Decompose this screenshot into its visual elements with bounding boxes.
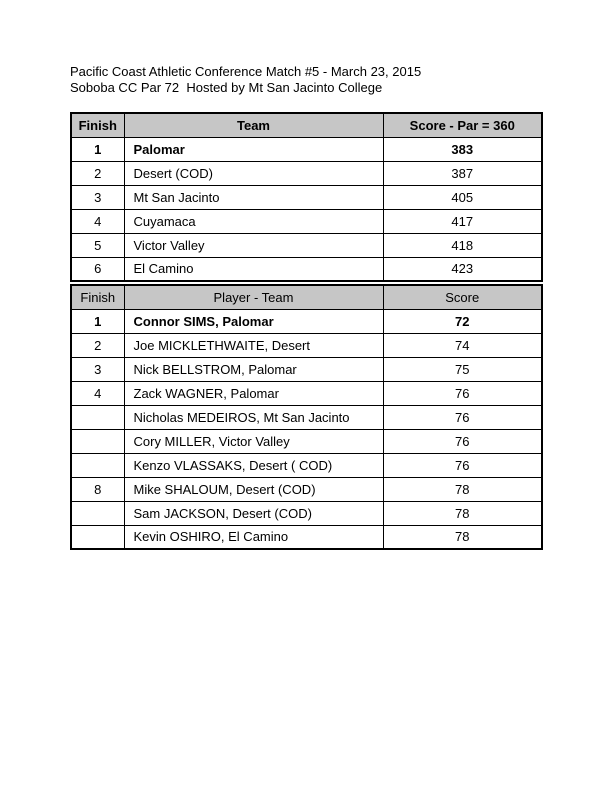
finish-cell: 6	[71, 257, 124, 281]
document-content	[70, 64, 541, 550]
player-table-header-row	[71, 285, 542, 309]
score-cell: 72	[383, 309, 542, 333]
team-cell: Desert (COD)	[124, 161, 383, 185]
finish-cell: 5	[71, 233, 124, 257]
score-cell: 405	[383, 185, 542, 209]
player-cell: Kenzo VLASSAKS, Desert ( COD)	[124, 453, 383, 477]
score-cell: 78	[383, 477, 542, 501]
team-header-team: Team	[124, 113, 383, 137]
finish-cell	[71, 405, 124, 429]
team-table-header-row	[71, 113, 542, 137]
finish-cell: 2	[71, 161, 124, 185]
score-cell: 383	[383, 137, 542, 161]
table-row	[71, 525, 542, 549]
player-cell: Connor SIMS, Palomar	[124, 309, 383, 333]
finish-cell: 2	[71, 333, 124, 357]
table-row	[71, 233, 542, 257]
team-cell: Mt San Jacinto	[124, 185, 383, 209]
score-cell: 418	[383, 233, 542, 257]
finish-cell	[71, 429, 124, 453]
score-cell: 76	[383, 405, 542, 429]
finish-cell: 1	[71, 309, 124, 333]
score-cell: 417	[383, 209, 542, 233]
table-row	[71, 429, 542, 453]
player-cell: Cory MILLER, Victor Valley	[124, 429, 383, 453]
score-cell: 74	[383, 333, 542, 357]
score-cell: 76	[383, 381, 542, 405]
finish-cell: 4	[71, 209, 124, 233]
team-cell: Cuyamaca	[124, 209, 383, 233]
player-header-finish: Finish	[71, 285, 124, 309]
finish-cell	[71, 525, 124, 549]
player-results-table	[70, 284, 543, 550]
table-row	[71, 309, 542, 333]
score-cell: 78	[383, 501, 542, 525]
player-cell: Joe MICKLETHWAITE, Desert	[124, 333, 383, 357]
table-row	[71, 477, 542, 501]
finish-cell: 4	[71, 381, 124, 405]
player-cell: Kevin OSHIRO, El Camino	[124, 525, 383, 549]
player-header-score: Score	[383, 285, 542, 309]
finish-cell: 8	[71, 477, 124, 501]
table-row	[71, 161, 542, 185]
finish-cell	[71, 453, 124, 477]
player-cell: Nick BELLSTROM, Palomar	[124, 357, 383, 381]
table-row	[71, 257, 542, 281]
table-row	[71, 137, 542, 161]
score-cell: 76	[383, 429, 542, 453]
team-cell: El Camino	[124, 257, 383, 281]
team-cell: Victor Valley	[124, 233, 383, 257]
page-subtitle: Soboba CC Par 72 Hosted by Mt San Jacinto College	[70, 80, 383, 95]
player-cell: Sam JACKSON, Desert (COD)	[124, 501, 383, 525]
player-cell: Nicholas MEDEIROS, Mt San Jacinto	[124, 405, 383, 429]
score-cell: 76	[383, 453, 542, 477]
finish-cell: 3	[71, 185, 124, 209]
page-title-block	[70, 64, 541, 96]
score-cell: 387	[383, 161, 542, 185]
score-cell: 423	[383, 257, 542, 281]
team-header-score: Score - Par = 360	[383, 113, 542, 137]
table-row	[71, 453, 542, 477]
finish-cell	[71, 501, 124, 525]
team-header-finish: Finish	[71, 113, 124, 137]
table-row	[71, 333, 542, 357]
player-cell: Mike SHALOUM, Desert (COD)	[124, 477, 383, 501]
page-title: Pacific Coast Athletic Conference Match #5 - March 23, 2015	[70, 64, 422, 79]
score-cell: 75	[383, 357, 542, 381]
finish-cell: 3	[71, 357, 124, 381]
player-cell: Zack WAGNER, Palomar	[124, 381, 383, 405]
player-header-player: Player - Team	[124, 285, 383, 309]
table-row	[71, 501, 542, 525]
table-row	[71, 357, 542, 381]
finish-cell: 1	[71, 137, 124, 161]
table-row	[71, 381, 542, 405]
table-row	[71, 405, 542, 429]
team-cell: Palomar	[124, 137, 383, 161]
score-cell: 78	[383, 525, 542, 549]
table-row	[71, 209, 542, 233]
team-standings-table	[70, 112, 543, 282]
table-row	[71, 185, 542, 209]
